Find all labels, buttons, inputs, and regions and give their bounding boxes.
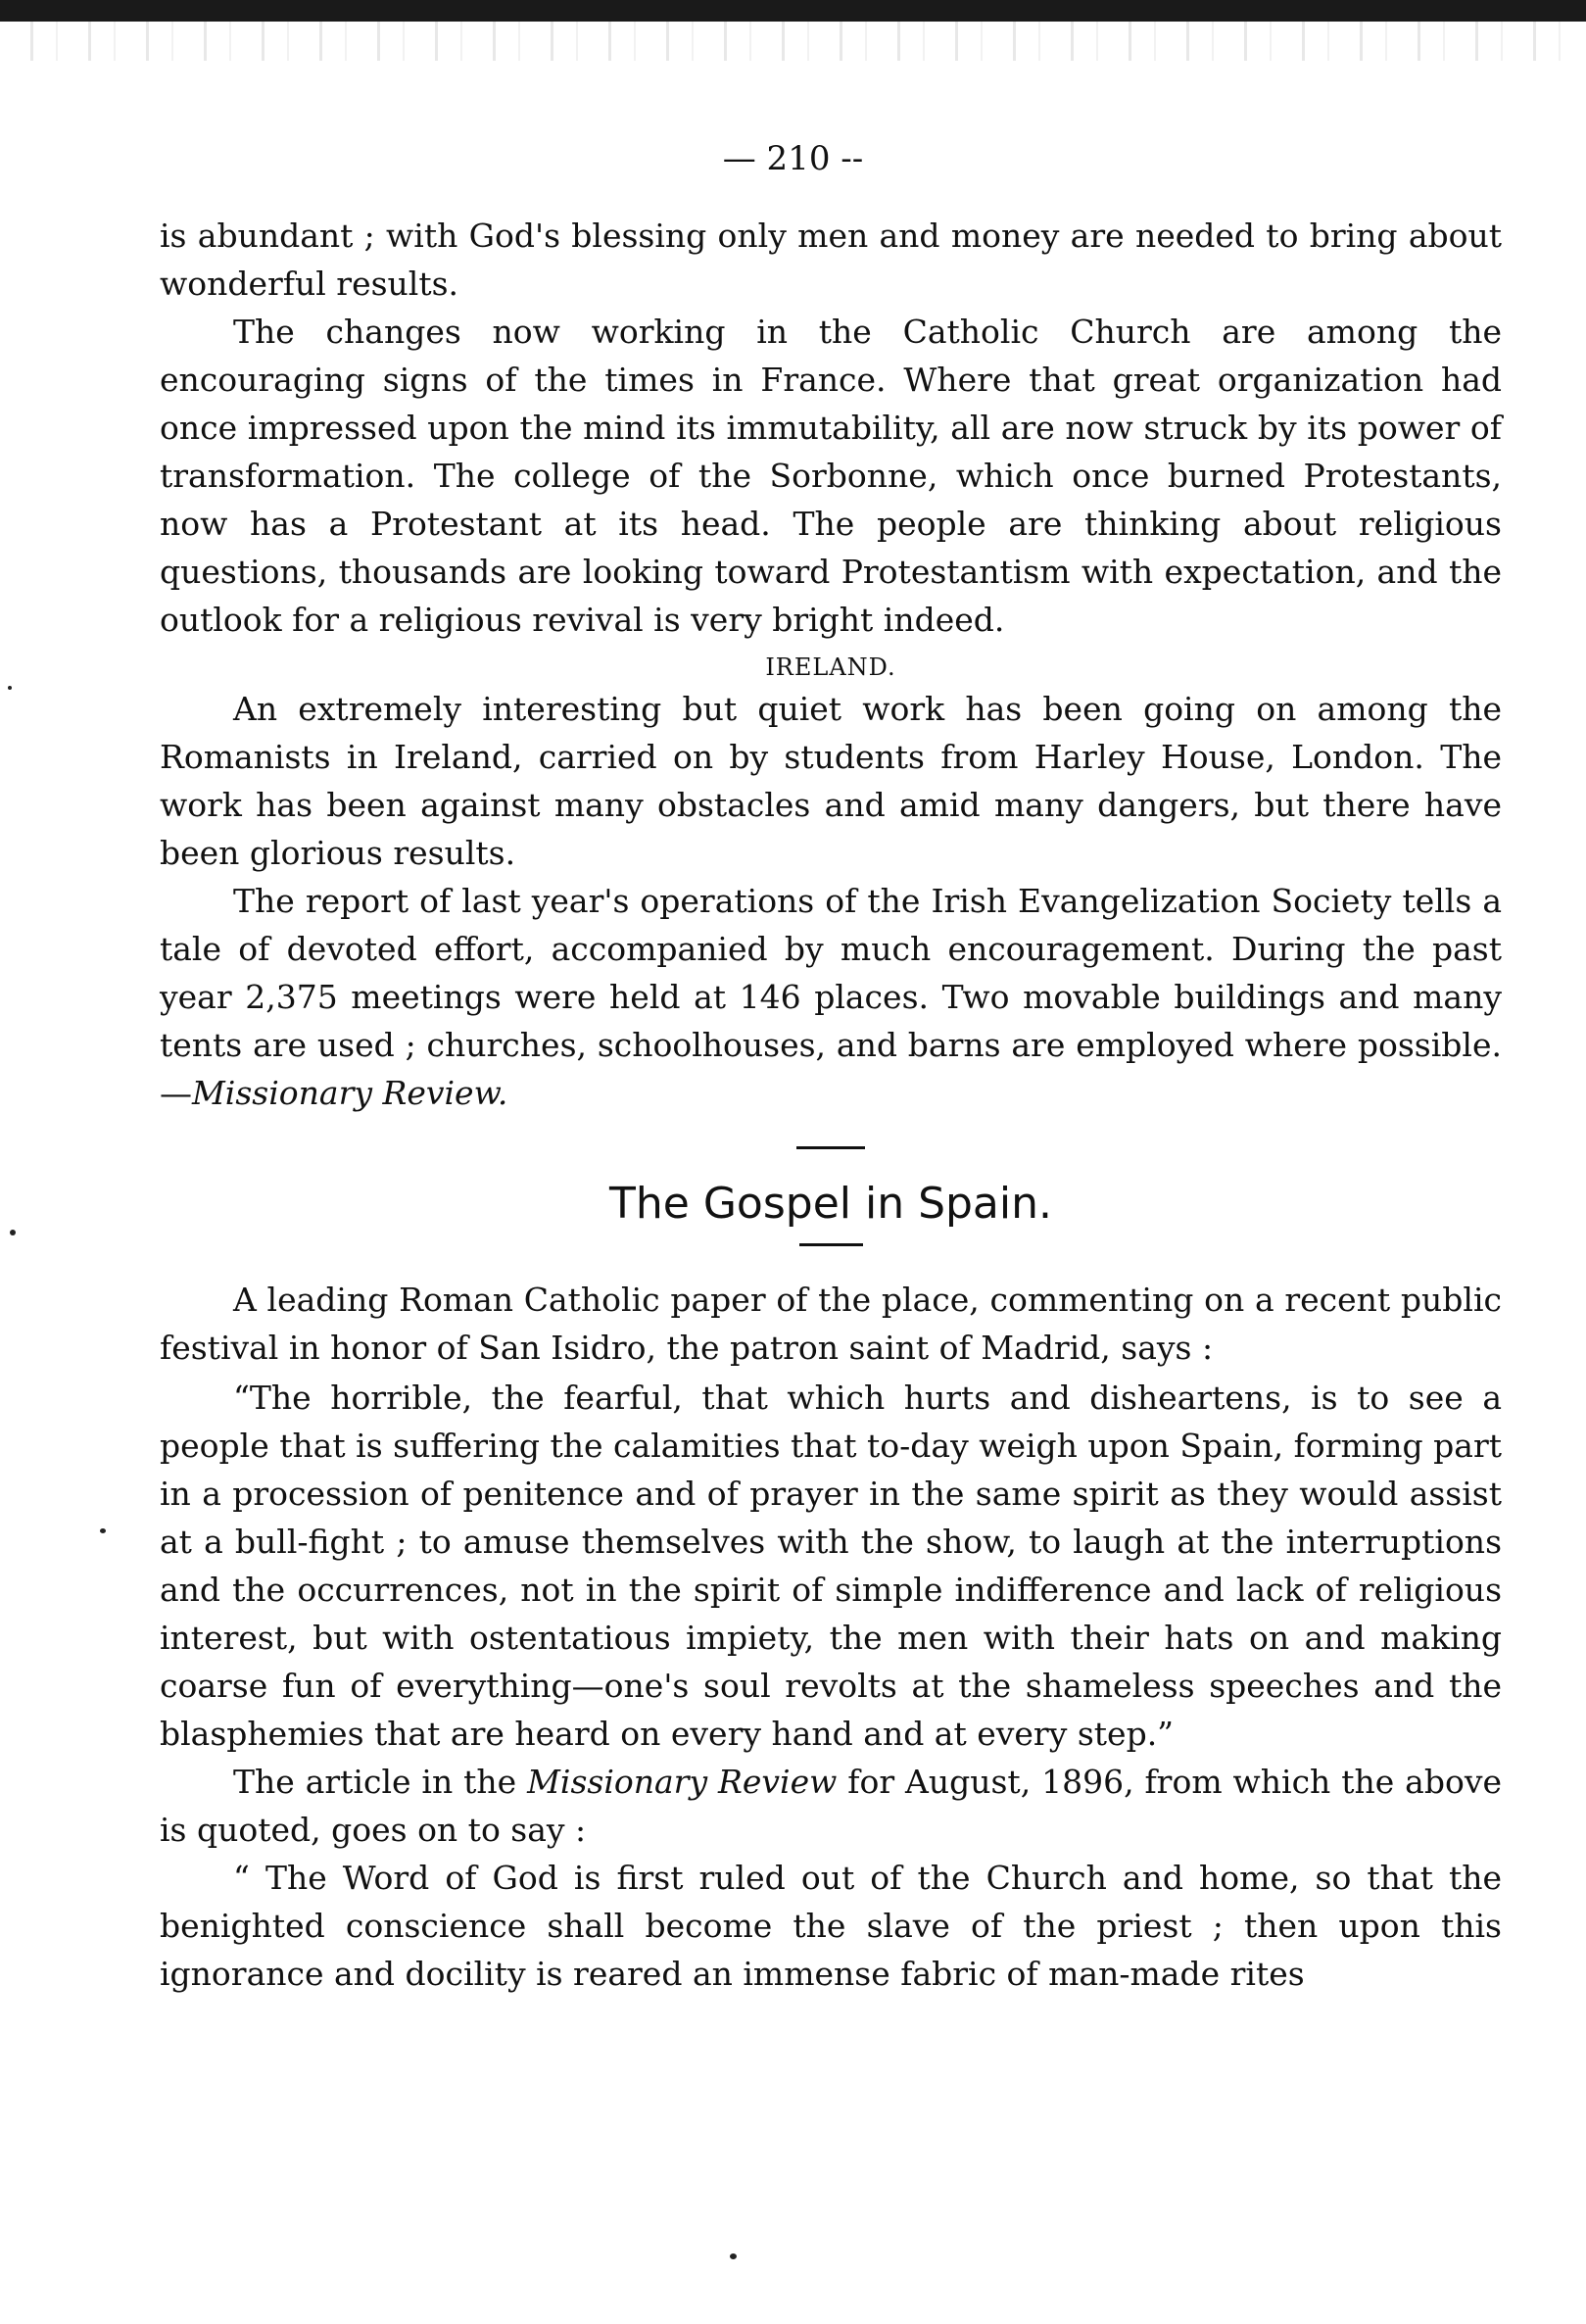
scan-top-edge bbox=[0, 0, 1586, 22]
report-paragraph bbox=[160, 877, 1502, 1117]
article-title: The Gospel in Spain. bbox=[609, 1179, 1052, 1229]
report-text: The report of last year's operations of the Irish Evangelization Society tells a tale of devoted effort, accompanied by much encouragement. During the past year 2,375 meetings were held at 146 places. Two movable buildings and many tents are used ; churches, schoolhouses, and barns are employed where possible.— bbox=[160, 882, 1502, 1112]
section-heading-ireland: IRELAND. bbox=[765, 654, 896, 681]
paragraph: The changes now working in the Catholic Church are among the encouraging signs of the times in France. Where that great organization had once impressed upon the mind its immutability, all are now struck by its power of transformation. The college of the Sorbonne, which once burned Protestants, now has a Protestant at its head. The people are thinking about religious questions, thousands are looking toward Protestantism with expectation, and the outlook for a religious revival is very bright indeed. bbox=[160, 313, 1502, 639]
article-source: Missionary Review bbox=[527, 1763, 838, 1801]
scan-speck bbox=[100, 1528, 106, 1533]
paragraph: A leading Roman Catholic paper of the place, commenting on a recent public festival in honor of San Isidro, the patron saint of Madrid, says : bbox=[160, 1281, 1502, 1367]
title-rule bbox=[799, 1243, 863, 1246]
article-text: The article in the bbox=[233, 1763, 528, 1801]
scan-speck bbox=[730, 2253, 737, 2259]
page-number: — 210 -- bbox=[722, 139, 864, 178]
article-paragraph bbox=[160, 1758, 1502, 1854]
paragraph: An extremely interesting but quiet work has been going on among the Romanists in Ireland, carried on by students from Harley House, London. The work has been against many obstacles and amid many dangers, but there have been glorious results. bbox=[160, 690, 1502, 872]
page-body bbox=[160, 212, 1502, 1998]
scan-speck bbox=[8, 686, 12, 690]
section-divider bbox=[796, 1146, 865, 1149]
article-text: for August, 1896, from which the above is quoted, goes on to say : bbox=[160, 1763, 1503, 1849]
quoted-paragraph: “ The Word of God is first ruled out of the Church and home, so that the benighted conscience shall become the slave of the priest ; then upon this ignorance and docility is reared an immense fabric of man-made rites bbox=[160, 1859, 1502, 1993]
scan-noise bbox=[0, 22, 1586, 61]
quoted-paragraph: “The horrible, the fearful, that which hurts and disheartens, is to see a people that is suffering the calamities that to-day weigh upon Spain, forming part in a procession of penitence and of prayer in the same spirit as they would assist at a bull-fight ; to amuse themselves with the show, to laugh at the interruptions and the occurrences, not in the spirit of simple indifference and lack of religious interest, but with ostentatious impiety, the men with their hats on and making coarse fun of everything—one's soul revolts at the shameless speeches and the blasphemies that are heard on every hand and at every step.” bbox=[160, 1379, 1502, 1753]
scan-speck bbox=[10, 1230, 16, 1235]
report-source: Missionary Review. bbox=[192, 1074, 508, 1112]
paragraph: is abundant ; with God's blessing only men and money are needed to bring about wonderful results. bbox=[160, 217, 1502, 303]
